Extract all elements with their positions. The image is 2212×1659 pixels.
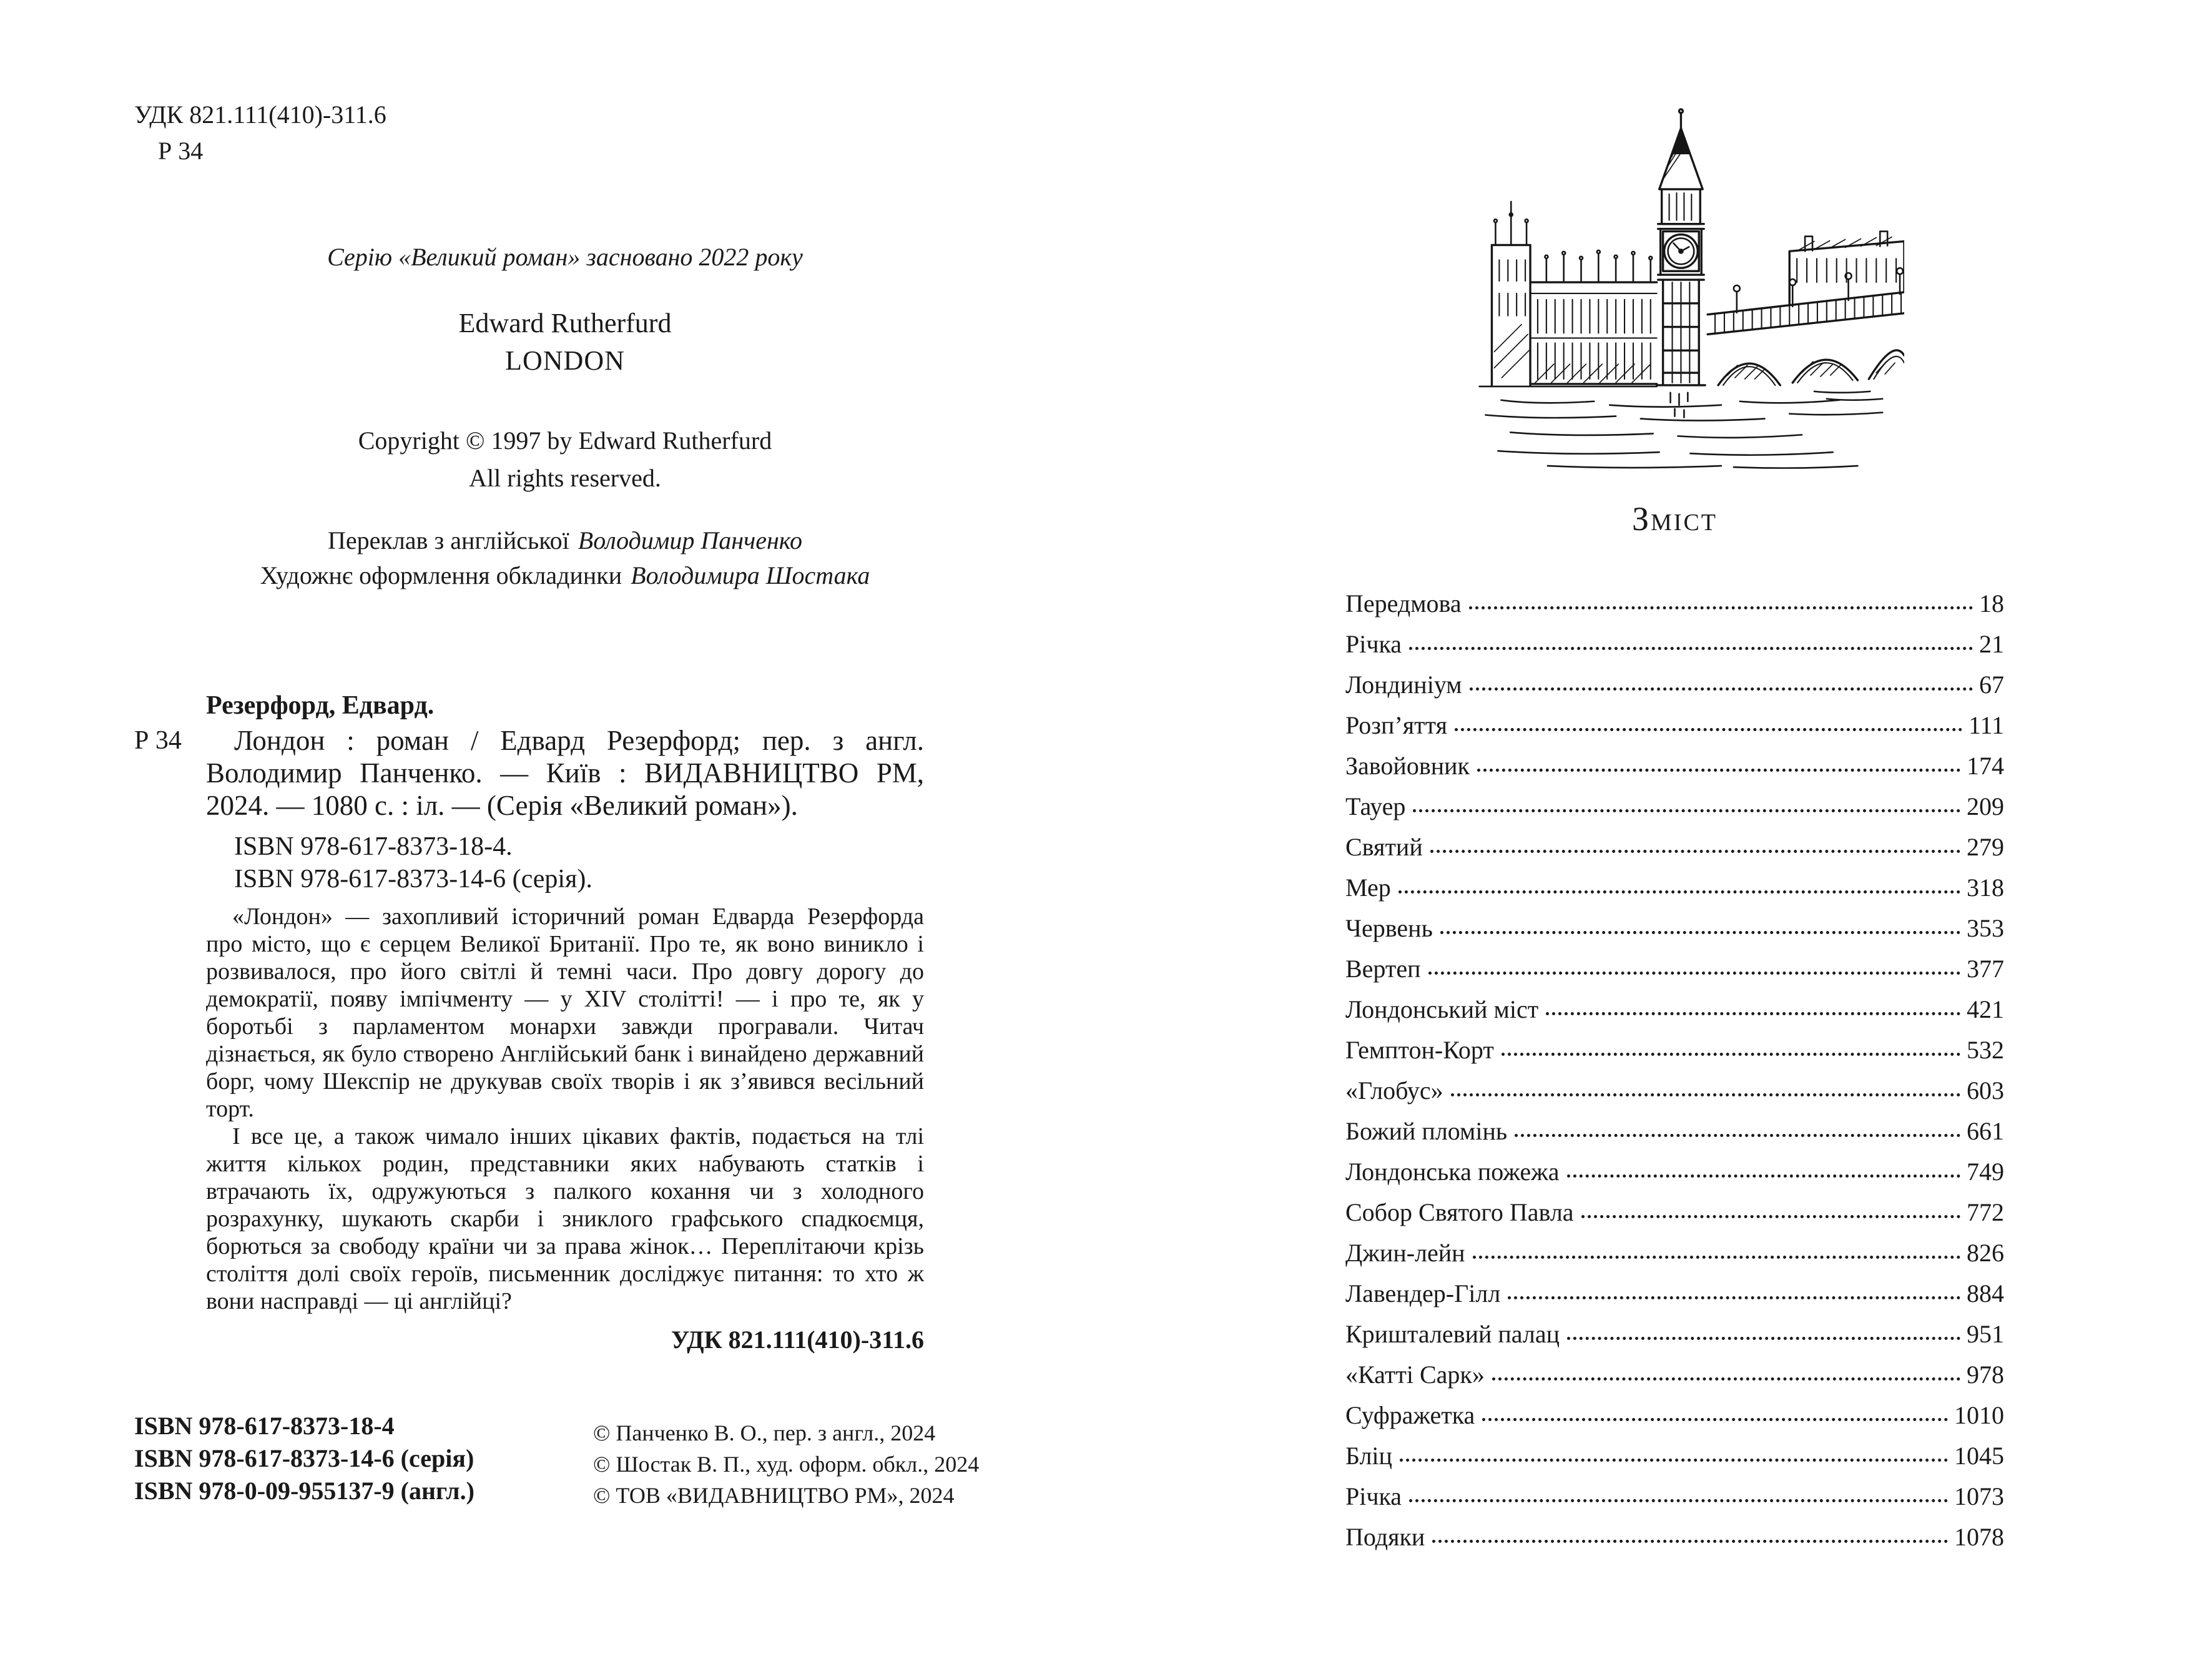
toc-entry	[1345, 697, 2004, 738]
toc-entry	[1345, 1387, 2004, 1428]
translator-prefix: Переклав з англійської	[328, 526, 569, 554]
toc-entry-page: 772	[1967, 1198, 2004, 1226]
toc-entry	[1345, 1306, 2004, 1347]
toc-entry-page: 1078	[1954, 1523, 2004, 1551]
bib-author: Резерфорд, Едвард.	[206, 691, 435, 720]
copyright-line: Copyright © 1997 by Edward Rutherfurd	[358, 426, 772, 455]
toc-entry-page: 661	[1967, 1117, 2004, 1145]
toc-entry-page: 1045	[1954, 1442, 2004, 1470]
toc-entry-page: 749	[1967, 1158, 2004, 1186]
rights-line: All rights reserved.	[469, 464, 661, 492]
toc-entry	[1345, 982, 2004, 1022]
dot-leader	[1440, 931, 1960, 934]
isbn-footer-line: ISBN 978-617-8373-14-6 (серія)	[134, 1444, 474, 1472]
udk-code-bottom: УДК 821.111(410)-311.6	[671, 1326, 924, 1354]
author-name-en: Edward Rutherfurd	[458, 308, 672, 338]
designer-name: Володимира Шостака	[631, 561, 870, 589]
toc-entry	[1345, 779, 2004, 819]
toc-entry-page: 21	[1979, 630, 2004, 658]
toc-entry-title: Мер	[1345, 874, 1391, 902]
toc-entry-page: 279	[1967, 833, 2004, 861]
toc-entry-page: 826	[1967, 1239, 2004, 1267]
dot-leader	[1477, 769, 1960, 772]
toc-entry	[1345, 1225, 2004, 1266]
translator-line	[206, 526, 924, 555]
dot-leader	[1482, 1418, 1948, 1421]
toc-entry-title: Лондонська пожежа	[1345, 1158, 1560, 1186]
copyright-footer-line: © Шостак В. П., худ. оформ. обкл., 2024	[593, 1452, 980, 1477]
dot-leader	[1430, 850, 1960, 853]
toc-entry-title: Суфражетка	[1345, 1401, 1475, 1429]
dot-leader	[1400, 1459, 1948, 1462]
toc-entry-title: Передмова	[1345, 589, 1462, 618]
toc-entry-title: «Катті Сарк»	[1345, 1361, 1485, 1389]
toc-entry-page: 1073	[1954, 1482, 2004, 1510]
book-title-en: LONDON	[505, 345, 625, 376]
toc-entry-page: 18	[1979, 589, 2004, 618]
toc-entry-title: Джин-лейн	[1345, 1239, 1465, 1267]
isbn-record-series: ISBN 978-617-8373-14-6 (серія).	[234, 865, 592, 893]
toc-entry-page: 111	[1968, 711, 2004, 739]
annotation-paragraph: «Лондон» — захопливий історичний роман Едварда Резерфорда про місто, що є серцем Великої Британії. Про те, як воно виникло і розвивалося, про його світлі й темні часи. Про довгу дорогу до демократії, появу імпічменту — у XIV столітті! — і про те, як у боротьбі з парламентом монархи завжди програвали. Читач дізнається, як було створено Англійський банк і винайдено державний борг, чому Шекспір не друкував своїх творів і як з’явився весільний торт.	[206, 903, 924, 1122]
london-big-ben-sketch-illustration	[1442, 94, 1904, 478]
translator-name: Володимир Панченко	[578, 526, 802, 554]
toc-entry-title: Бліц	[1345, 1442, 1392, 1470]
dot-leader	[1508, 1296, 1960, 1299]
toc-entry	[1345, 941, 2004, 982]
toc-entry	[1345, 1184, 2004, 1225]
isbn-footer-line: ISBN 978-0-09-955137-9 (англ.)	[134, 1477, 474, 1505]
toc	[1345, 576, 2004, 1550]
toc-entry-page: 1010	[1954, 1401, 2004, 1429]
dot-leader	[1451, 1093, 1960, 1096]
designer-line	[206, 561, 924, 590]
toc-entry-page: 318	[1967, 874, 2004, 902]
series-note: Серію «Великий роман» засновано 2022 року	[327, 243, 803, 271]
toc-entry-title: Річка	[1345, 630, 1402, 658]
dot-leader	[1502, 1053, 1960, 1056]
dot-leader	[1432, 1540, 1948, 1543]
toc-entry-title: Річка	[1345, 1482, 1402, 1510]
toc-entry	[1345, 1347, 2004, 1387]
copyright-footer-line: © ТОВ «ВИДАВНИЦТВО РМ», 2024	[593, 1483, 955, 1508]
dot-leader	[1409, 1499, 1948, 1502]
toc-entry	[1345, 1266, 2004, 1306]
toc-entry	[1345, 1022, 2004, 1063]
dot-leader	[1413, 809, 1960, 812]
isbn-record-main: ISBN 978-617-8373-18-4.	[234, 832, 513, 861]
dot-leader	[1473, 1256, 1960, 1259]
dot-leader	[1409, 647, 1973, 650]
copyright-footer	[593, 1417, 979, 1511]
udk-code-top: УДК 821.111(410)-311.6	[134, 101, 386, 129]
toc-entry-title: «Глобус»	[1345, 1076, 1443, 1105]
toc-entry	[1345, 1428, 2004, 1469]
toc-entry	[1345, 616, 2004, 657]
toc-entry-title: Божий пломінь	[1345, 1117, 1508, 1145]
toc-entry-page: 67	[1979, 671, 2004, 699]
dot-leader	[1567, 1337, 1960, 1340]
toc-entry	[1345, 1469, 2004, 1509]
dot-leader	[1470, 687, 1973, 691]
toc-entry	[1345, 738, 2004, 779]
toc-entry-title: Лондиніум	[1345, 671, 1462, 699]
toc-entry-title: Розп’яття	[1345, 711, 1448, 739]
bib-record: Лондон : роман / Едвард Резерфорд; пер. з англ. Володимир Панченко. — Київ : ВИДАВНИЦТВО РМ, 2024. — 1080 с. : іл. — (Серія «Великий роман»).	[206, 725, 924, 821]
toc-entry-title: Гемптон-Корт	[1345, 1036, 1494, 1064]
bib-classification-code: Р 34	[134, 726, 182, 755]
annotation-paragraph: І все це, а також чимало інших цікавих фактів, подається на тлі життя кількох родин, представники яких набувають статків і втрачають їх, одружуються з палкого кохання чи з холодного розрахунку, шукають скарби і зниклого графського спадкоємця, борються за свободу країни чи за права жінок… Переплітаючи крізь століття долі своїх героїв, письменник досліджує питання: то хто ж вони насправді — ці англійці?	[206, 1123, 924, 1314]
dot-leader	[1581, 1215, 1960, 1218]
copyright-footer-line: © Панченко В. О., пер. з англ., 2024	[593, 1420, 936, 1445]
toc-entry-page: 421	[1967, 995, 2004, 1023]
toc-entry-title: Вертеп	[1345, 955, 1421, 983]
toc-entry-title: Лондонський міст	[1345, 995, 1539, 1023]
toc-entry-page: 353	[1967, 914, 2004, 942]
classification-code-top: Р 34	[158, 137, 204, 165]
toc-entry	[1345, 900, 2004, 941]
dot-leader	[1455, 728, 1962, 731]
dot-leader	[1546, 1012, 1960, 1015]
toc-entry-page: 978	[1967, 1361, 2004, 1389]
toc-entry-page: 884	[1967, 1279, 2004, 1307]
toc-entry	[1345, 1144, 2004, 1184]
toc-entry	[1345, 576, 2004, 616]
toc-entry-page: 209	[1967, 792, 2004, 820]
toc-entry	[1345, 1063, 2004, 1103]
toc-entry	[1345, 657, 2004, 697]
designer-prefix: Художнє оформлення обкладинки	[260, 561, 622, 589]
isbn-footer-line: ISBN 978-617-8373-18-4	[134, 1412, 395, 1440]
toc-entry-title: Святий	[1345, 833, 1423, 861]
toc-entry-title: Собор Святого Павла	[1345, 1198, 1574, 1226]
toc-entry-page: 951	[1967, 1320, 2004, 1348]
toc-entry-title: Тауер	[1345, 792, 1406, 820]
toc-entry-title: Подяки	[1345, 1523, 1425, 1551]
isbn-footer	[134, 1410, 474, 1507]
toc-entry	[1345, 1103, 2004, 1144]
toc-entry	[1345, 860, 2004, 900]
toc-entry-title: Червень	[1345, 914, 1433, 942]
dot-leader	[1492, 1377, 1960, 1381]
dot-leader	[1428, 972, 1960, 975]
toc-entry	[1345, 819, 2004, 860]
dot-leader	[1515, 1134, 1960, 1137]
toc-entry-title: Завойовник	[1345, 752, 1470, 780]
dot-leader	[1469, 606, 1973, 609]
toc-title: Зміст	[1631, 500, 1718, 538]
toc-entry-page: 603	[1967, 1076, 2004, 1105]
toc-entry-page: 532	[1967, 1036, 2004, 1064]
toc-entry-page: 377	[1967, 955, 2004, 983]
toc-entry-title: Кришталевий палац	[1345, 1320, 1560, 1348]
toc-entry-title: Лавендер-Гілл	[1345, 1279, 1501, 1307]
toc-entry	[1345, 1509, 2004, 1550]
toc-entry-page: 174	[1967, 752, 2004, 780]
annotation	[206, 903, 924, 1315]
dot-leader	[1398, 890, 1960, 893]
dot-leader	[1567, 1174, 1960, 1178]
